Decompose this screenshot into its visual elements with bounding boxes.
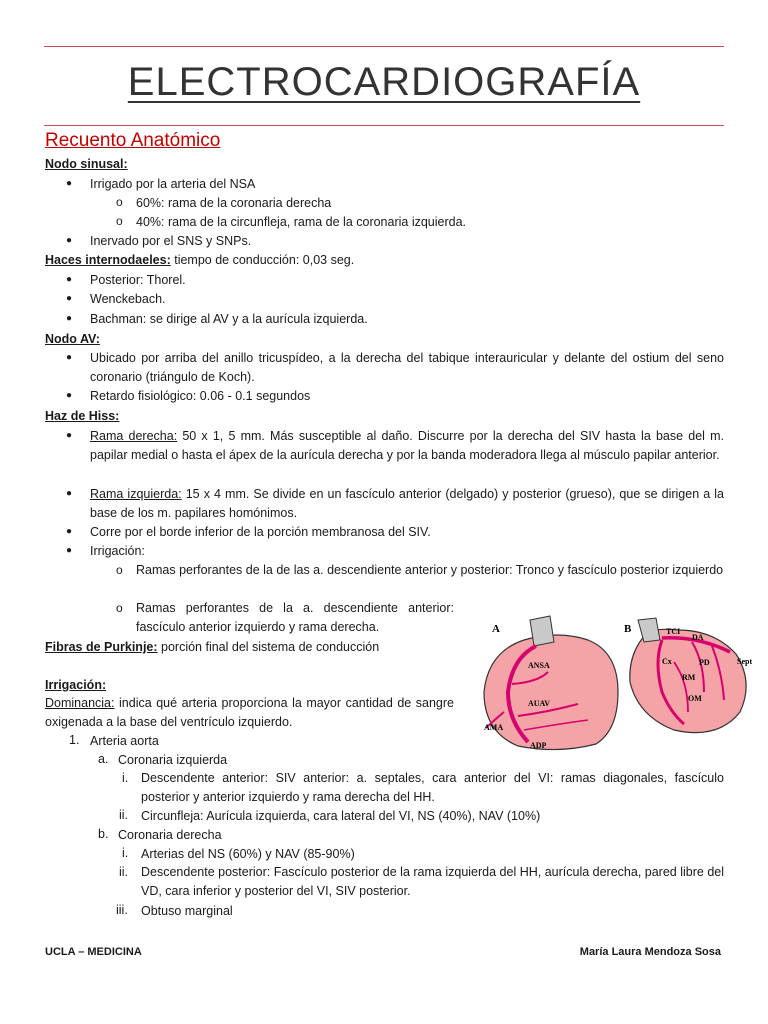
nodo-av-heading: Nodo AV: — [45, 332, 100, 346]
bullet-icon: ● — [66, 293, 73, 304]
list-item: Descendente anterior: SIV anterior: a. septales, cara anterior del VI: ramas diagonales, fascículo posterior y anterior izquierdo y rama derecha del HH. — [141, 771, 724, 804]
list-item: Ramas perforantes de la a. descendiente anterior: fascículo anterior izquierdo y rama derecha. — [136, 601, 454, 634]
label-sept: Sept — [737, 657, 753, 666]
list-item: Irrigado por la arteria del NSA — [90, 177, 256, 191]
purkinje-line — [45, 638, 379, 656]
list-roman: iii. — [116, 903, 128, 917]
aorta-a-shape — [530, 616, 554, 646]
label-cx: Cx — [662, 657, 672, 666]
list-letter: a. — [98, 752, 109, 766]
label-ama: AMA — [484, 723, 504, 732]
list-item: Coronaria derecha — [118, 828, 222, 842]
bullet-icon: ● — [66, 352, 73, 363]
list-number: 1. — [69, 733, 80, 747]
haces-heading: Haces internodaeles: — [45, 253, 171, 267]
list-roman: i. — [122, 846, 129, 860]
label-adp: ADP — [530, 741, 547, 750]
label-om: OM — [688, 694, 702, 703]
bullet-icon: ● — [66, 274, 73, 285]
rama-izquierda-text: 15 x 4 mm. Se divide en un fascículo anterior (delgado) y posterior (grueso), que se dirigen a la base de los m. papilares homónimos. — [90, 487, 724, 520]
list-item: Irrigación: — [90, 544, 145, 558]
list-item: Ubicado por arriba del anillo tricuspídeo, a la derecha del tabique interauricular y delante del ostium del seno coronario (triángulo de Koch). — [90, 351, 724, 384]
label-ansa: ANSA — [528, 661, 550, 670]
list-item: Arterias del NS (60%) y NAV (85-90%) — [141, 847, 355, 861]
heart-a-shape — [484, 635, 618, 750]
label-da: DA — [692, 633, 704, 642]
list-item — [90, 485, 724, 522]
coronary-arteries-diagram — [478, 612, 763, 752]
list-item: Corre por el borde inferior de la porción membranosa del SIV. — [90, 525, 431, 539]
nodo-sinusal-heading: Nodo sinusal: — [45, 157, 128, 171]
panel-a-label: A — [492, 623, 500, 635]
label-auav: AUAV — [528, 699, 551, 708]
panel-b-label: B — [624, 623, 632, 635]
list-roman: ii. — [119, 865, 129, 879]
bullet-icon: ● — [66, 430, 73, 441]
title-rule — [44, 125, 724, 126]
list-item: Descendente posterior: Fascículo posterior de la rama izquierda del HH, aurícula derecha, pared libre del VD, cara inferior y posterior del VI, SIV posterior. — [141, 865, 724, 898]
list-item: Coronaria izquierda — [118, 753, 228, 767]
list-item — [90, 427, 724, 464]
list-letter: b. — [98, 827, 109, 841]
purkinje-text: porción final del sistema de conducción — [157, 640, 380, 654]
dominancia-label: Dominancia: — [45, 696, 115, 710]
list-item: Posterior: Thorel. — [90, 273, 186, 287]
list-item: Wenckebach. — [90, 292, 166, 306]
irrigacion-heading: Irrigación: — [45, 678, 107, 692]
label-pd: PD — [699, 658, 710, 667]
bullet-icon: ● — [66, 390, 73, 401]
footer-right: María Laura Mendoza Sosa — [579, 946, 721, 958]
rama-derecha-label: Rama derecha: — [90, 429, 178, 443]
haz-hiss-heading: Haz de Hiss: — [45, 409, 120, 423]
purkinje-heading: Fibras de Purkinje: — [45, 640, 158, 654]
haces-line — [45, 251, 354, 269]
list-item: Arteria aorta — [90, 734, 159, 748]
circle-bullet-icon: o — [116, 563, 123, 577]
list-roman: ii. — [119, 808, 129, 822]
list-roman: i. — [122, 771, 129, 785]
bullet-icon: ● — [66, 526, 73, 537]
list-item: Ramas perforantes de la de las a. descendiente anterior y posterior: Tronco y fascículo posterior izquierdo — [136, 563, 724, 577]
footer-left: UCLA – MEDICINA — [45, 946, 142, 958]
circle-bullet-icon: o — [116, 601, 123, 615]
list-item: Circunfleja: Aurícula izquierda, cara lateral del VI, NS (40%), NAV (10%) — [141, 809, 541, 823]
list-item: 60%: rama de la coronaria derecha — [136, 196, 332, 210]
list-item: Obtuso marginal — [141, 904, 233, 918]
circle-bullet-icon: o — [116, 195, 123, 209]
section-heading: Recuento Anatómico — [45, 130, 221, 151]
list-item: Inervado por el SNS y SNPs. — [90, 234, 252, 248]
label-rm: RM — [682, 673, 696, 682]
list-item: Bachman: se dirige al AV y a la aurícula izquierda. — [90, 312, 368, 326]
bullet-icon: ● — [66, 235, 73, 246]
dominancia-paragraph — [45, 694, 454, 731]
list-item: Retardo fisiológico: 0.06 - 0.1 segundos — [90, 389, 311, 403]
label-tci: TCI — [666, 627, 681, 636]
bullet-icon: ● — [66, 545, 73, 556]
rama-izquierda-label: Rama izquierda: — [90, 487, 182, 501]
dominancia-text: indica qué arteria proporciona la mayor cantidad de sangre oxigenada a la base del ventrículo izquierdo. — [45, 696, 454, 729]
bullet-icon: ● — [66, 488, 73, 499]
document-title: ELECTROCARDIOGRAFÍA — [127, 60, 641, 104]
circle-bullet-icon: o — [116, 214, 123, 228]
aorta-b-shape — [638, 618, 660, 642]
rama-derecha-text: 50 x 1, 5 mm. Más susceptible al daño. Discurre por la derecha del SIV hasta la base del m. papilar medial o hasta el ápex de la aurícula derecha y por la banda moderadora llega al músculo papilar anterior. — [90, 429, 724, 462]
top-rule — [44, 46, 724, 47]
list-item: 40%: rama de la circunfleja, rama de la coronaria izquierda. — [136, 215, 467, 229]
bullet-icon: ● — [66, 178, 73, 189]
bullet-icon: ● — [66, 313, 73, 324]
haces-text: tiempo de conducción: 0,03 seg. — [170, 253, 355, 267]
